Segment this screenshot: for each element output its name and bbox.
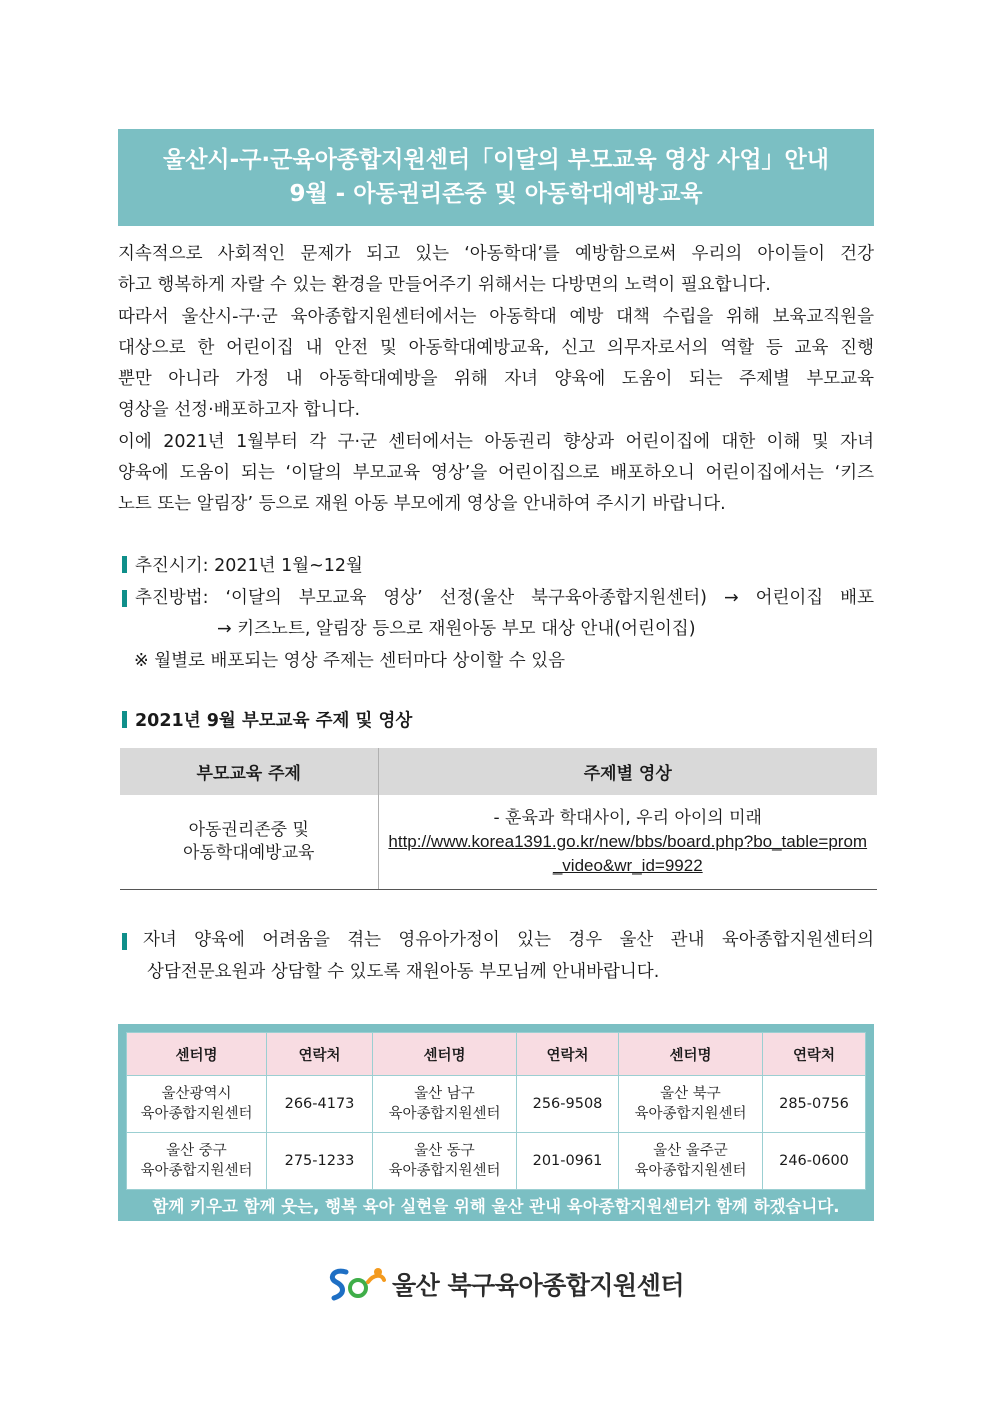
topic-line: 아동권리존중 및 [188,820,309,840]
topic-section-title-text: 2021년 9월 부모교육 주제 및 영상 [135,711,413,731]
logo-text: 울산 북구육아종합지원센터 [392,1271,685,1300]
center-name-cell [373,1076,517,1133]
intro-text: 따라서 울산시-구·군 육아종합지원센터에서는 아동학대 예방 대책 수립을 위해 보육교직원을 [118,306,874,327]
phone-cell: 266-4173 [267,1076,373,1133]
center-name: 육아종합지원센터 [634,1106,747,1122]
center-name: 울산 북구 [660,1086,721,1102]
phone-cell: 201-0961 [517,1133,619,1190]
video-title: - 훈육과 학대사이, 우리 아이의 미래 [493,807,762,828]
intro-text: 노트 또는 알림장’ 등으로 재원 아동 부모에게 영상을 안내하여 주시기 바랍니다. [118,494,726,515]
intro-text: 양육에 도움이 되는 ‘이달의 부모교육 영상’을 어린이집으로 배포하오니 어린이집에서는 ‘키즈 [118,463,874,484]
video-cell [378,795,877,890]
counseling-line [118,925,874,957]
topic-cell [120,795,378,890]
topic-table [120,748,877,890]
table-row [127,1076,866,1133]
center-name-cell [619,1133,763,1190]
intro-text: 영상을 선정·배포하고자 합니다. [118,400,361,421]
intro-text: 지속적으로 사회적인 문제가 되고 있는 ‘아동학대’를 예방함으로써 우리의 아이들이 건강 [118,244,874,264]
phone-cell: 246-0600 [763,1133,866,1190]
header-phone: 연락처 [267,1033,373,1076]
bullet-bar-icon [122,590,127,607]
banner-title-line1: 울산시-구·군육아종합지원센터「이달의 부모교육 영상 사업」안내 [163,147,829,173]
center-name-cell [373,1133,517,1190]
intro-text: 하고 행복하게 자랄 수 있는 환경을 만들어주기 위해서는 다방면의 노력이 필요합니다. [118,275,771,296]
counseling-notice [118,925,874,988]
contacts-footer: 함께 키우고 함께 웃는, 행복 육아 실현을 위해 울산 관내 육아종합지원센터가 함께 하겠습니다. [152,1197,840,1216]
header-phone: 연락처 [763,1033,866,1076]
intro-text: 이에 2021년 1월부터 각 구·군 센터에서는 아동권리 향상과 어린이집에 대한 이해 및 자녀 [118,431,874,452]
bullet-bar-icon [122,556,127,573]
method-text-cont: → 키즈노트, 알림장 등으로 재원아동 부모 대상 안내(어린이집) [217,619,696,639]
contacts-table [126,1032,866,1190]
center-name-cell [619,1076,763,1133]
bullet-bar-icon [122,711,127,728]
period-item [118,551,874,583]
method-text: 추진방법: ‘이달의 부모교육 영상’ 선정(울산 북구육아종합지원센터) → 어린이집 배포 [135,587,874,608]
center-logo [326,1264,684,1304]
bullet-bar-icon [122,933,127,950]
swirl-logo-icon [326,1264,386,1304]
phone-cell: 285-0756 [763,1076,866,1133]
center-name: 울산광역시 [161,1086,232,1102]
center-name: 육아종합지원센터 [140,1106,253,1122]
table-row [127,1133,866,1190]
center-name: 육아종합지원센터 [634,1163,747,1179]
intro-paragraphs [118,239,874,521]
center-name: 울산 남구 [414,1086,475,1102]
center-name: 육아종합지원센터 [388,1106,501,1122]
contacts-box [118,1024,874,1221]
phone-cell: 275-1233 [267,1133,373,1190]
header-center-name: 센터명 [373,1033,517,1076]
center-name: 육아종합지원센터 [388,1163,501,1179]
video-link[interactable] [388,832,867,875]
center-name: 울산 울주군 [653,1143,728,1159]
intro-text: 대상으로 한 어린이집 내 안전 및 아동학대예방교육, 신고 의무자로서의 역할 등 교육 진행 [118,337,874,358]
period-text: 추진시기: 2021년 1월~12월 [135,556,363,576]
topic-line: 아동학대예방교육 [183,843,315,863]
topic-header: 부모교육 주제 [120,748,378,795]
counseling-text-cont: 상담전문요원과 상담할 수 있도록 재원아동 부모님께 안내바랍니다. [147,961,660,982]
details-list [118,551,874,677]
center-name: 울산 동구 [414,1143,475,1159]
center-name-cell [127,1076,267,1133]
header-center-name: 센터명 [127,1033,267,1076]
header-phone: 연락처 [517,1033,619,1076]
video-link-line2[interactable]: _video&wr_id=9922 [552,855,703,875]
title-banner [118,129,874,226]
header-center-name: 센터명 [619,1033,763,1076]
topic-section-title [118,707,412,732]
banner-title-line2: 9월 - 아동권리존중 및 아동학대예방교육 [289,181,703,207]
note-text: ※ 월별로 배포되는 영상 주제는 센터마다 상이할 수 있음 [134,650,566,671]
phone-cell: 256-9508 [517,1076,619,1133]
counseling-text: 자녀 양육에 어려움을 겪는 영유아가정이 있는 경우 울산 관내 육아종합지원센터의 [143,930,874,950]
video-link-line1[interactable]: http://www.korea1391.go.kr/new/bbs/board.php?bo_table=prom [388,831,868,851]
center-name: 육아종합지원센터 [140,1163,253,1179]
method-item [118,583,874,615]
intro-text: 뿐만 아니라 가정 내 아동학대예방을 위해 자녀 양육에 도움이 되는 주제별 부모교육 [118,369,874,390]
center-name-cell [127,1133,267,1190]
center-name: 울산 중구 [166,1143,227,1159]
video-header: 주제별 영상 [378,748,877,795]
